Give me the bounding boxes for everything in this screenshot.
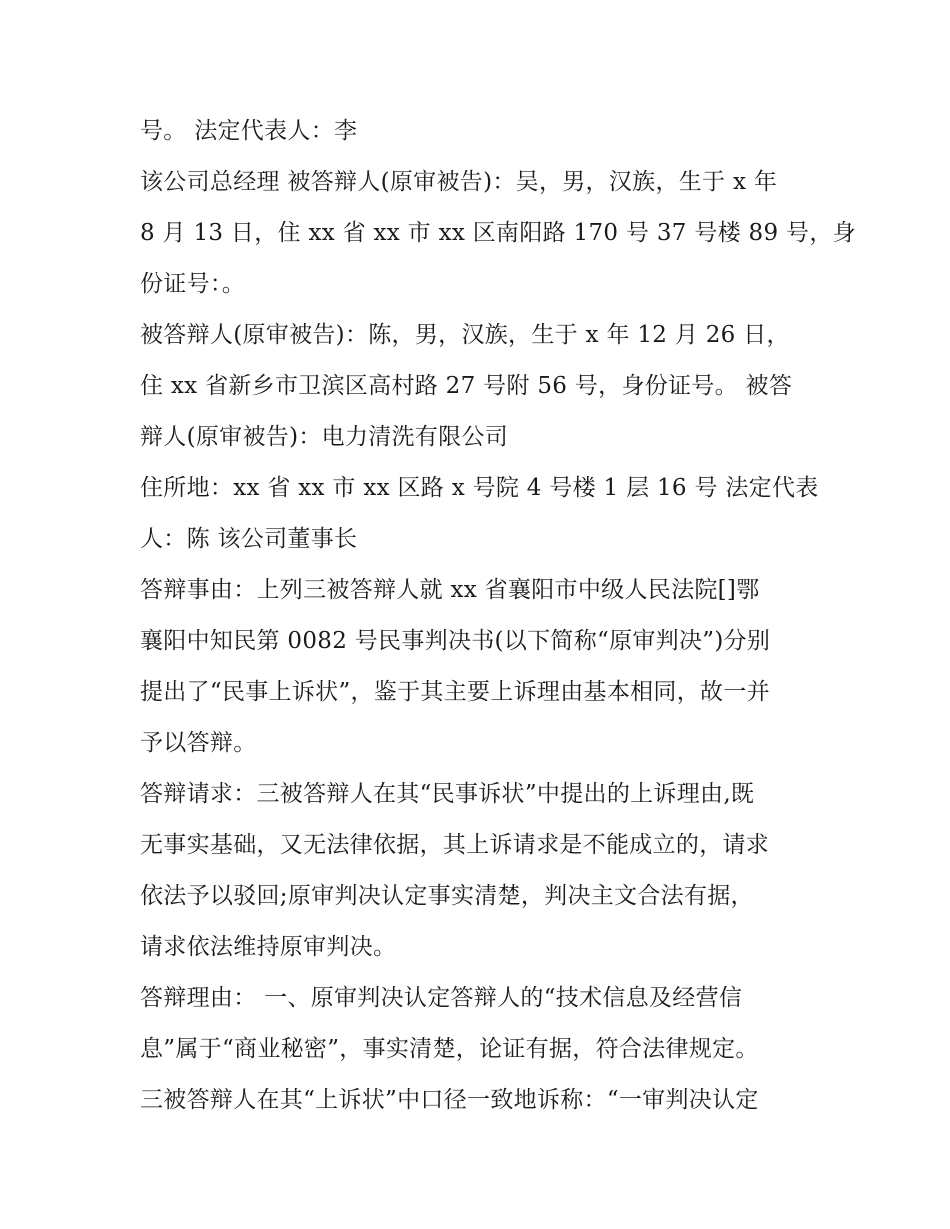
text-line: 号。 法定代表人：李 <box>140 118 358 144</box>
text-line: 份证号：。 <box>140 271 245 297</box>
text-line: 住所地：xx 省 xx 市 xx 区路 x 号院 4 号楼 1 层 16 号 法定代表 <box>140 475 819 501</box>
text-line: 答辩理由： 一、原审判决认定答辩人的“技术信息及经营信 <box>140 985 743 1011</box>
text-line: 人：陈 该公司董事长 <box>140 526 358 552</box>
text-line: 无事实基础，又无法律依据，其上诉请求是不能成立的，请求 <box>140 832 770 858</box>
text-line: 三被答辩人在其“上诉状”中口径一致地诉称：“一审判决认定 <box>140 1087 759 1113</box>
text-line: 予以答辩。 <box>140 730 257 756</box>
text-line: 提出了“民事上诉状”，鉴于其主要上诉理由基本相同，故一并 <box>140 679 770 705</box>
text-line: 答辩请求：三被答辩人在其“民事诉状”中提出的上诉理由,既 <box>140 781 755 807</box>
text-line: 辩人(原审被告)：电力清洗有限公司 <box>140 424 509 450</box>
text-line: 该公司总经理 被答辩人(原审被告)：吴，男，汉族，生于 x 年 <box>140 169 778 195</box>
text-line: 请求依法维持原审判决。 <box>140 934 397 960</box>
text-line: 被答辩人(原审被告)：陈，男，汉族，生于 x 年 12 月 26 日， <box>140 322 790 348</box>
text-line: 依法予以驳回;原审判决认定事实清楚，判决主文合法有据， <box>140 883 754 909</box>
text-line: 息”属于“商业秘密”，事实清楚，论证有据，符合法律规定。 <box>140 1036 759 1062</box>
text-line: 8 月 13 日，住 xx 省 xx 市 xx 区南阳路 170 号 37 号楼 89 号，身 <box>140 220 856 246</box>
document-body <box>140 106 856 1126</box>
text-line: 答辩事由：上列三被答辩人就 xx 省襄阳市中级人民法院[]鄂 <box>140 577 760 603</box>
text-line: 住 xx 省新乡市卫滨区高村路 27 号附 56 号，身份证号。 被答 <box>140 373 793 399</box>
text-line: 襄阳中知民第 0082 号民事判决书(以下简称“原审判决”)分别 <box>140 628 771 654</box>
